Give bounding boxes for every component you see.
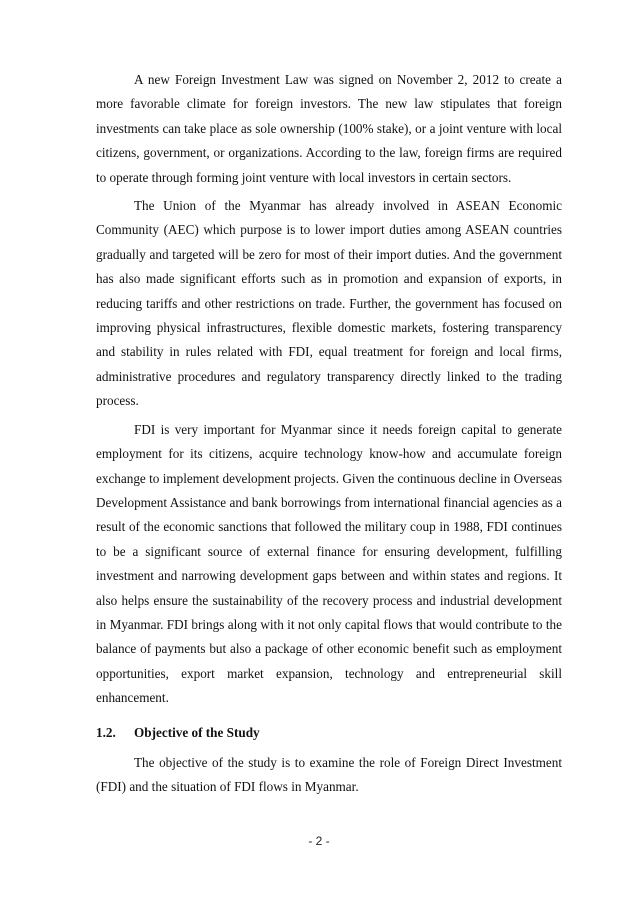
section-title: Objective of the Study: [134, 724, 260, 740]
page-number: - 2 -: [308, 834, 330, 848]
section-heading: [96, 715, 562, 751]
section-number: 1.2.: [96, 724, 116, 740]
paragraph-foreign-investment-law: A new Foreign Investment Law was signed on November 2, 2012 to create a more favorable climate for foreign investors. The new law stipulates that foreign investments can take place as sole ownership (100% stake), or a joint venture with local citizens, government, or organizations. According to the law, foreign firms are required to operate through forming joint venture with local investors in certain sectors.: [96, 72, 562, 185]
paragraph-fdi-importance: FDI is very important for Myanmar since it needs foreign capital to generate employment for its citizens, acquire technology know-how and accumulate foreign exchange to implement development projects. Given the continuous decline in Overseas Development Assistance and bank borrowings from international financial agencies as a result of the economic sanctions that followed the military coup in 1988, FDI continues to be a significant source of external finance for ensuring development, fulfilling investment and narrowing development gaps between and within states and regions. It also helps ensure the sustainability of the recovery process and industrial development in Myanmar. FDI brings along with it not only capital flows that would contribute to the balance of payments but also a package of other economic benefit such as employment opportunities, export market expansion, technology and entrepreneurial skill enhancement.: [96, 421, 562, 706]
paragraph-study-objective: The objective of the study is to examine the role of Foreign Direct Investment (FDI) and the situation of FDI flows in Myanmar.: [96, 754, 562, 795]
paragraph-asean-economic-community: The Union of the Myanmar has already involved in ASEAN Economic Community (AEC) which purpose is to lower import duties among ASEAN countries gradually and targeted will be zero for most of their import duties. And the government has also made significant efforts such as in promotion and expansion of exports, in reducing tariffs and other restrictions on trade. Further, the government has focused on improving physical infrastructures, flexible domestic markets, fostering transparency and stability in rules related with FDI, equal treatment for foreign and local firms, administrative procedures and regulatory transparency directly linked to the trading process.: [96, 198, 562, 409]
page-content: [96, 68, 562, 804]
